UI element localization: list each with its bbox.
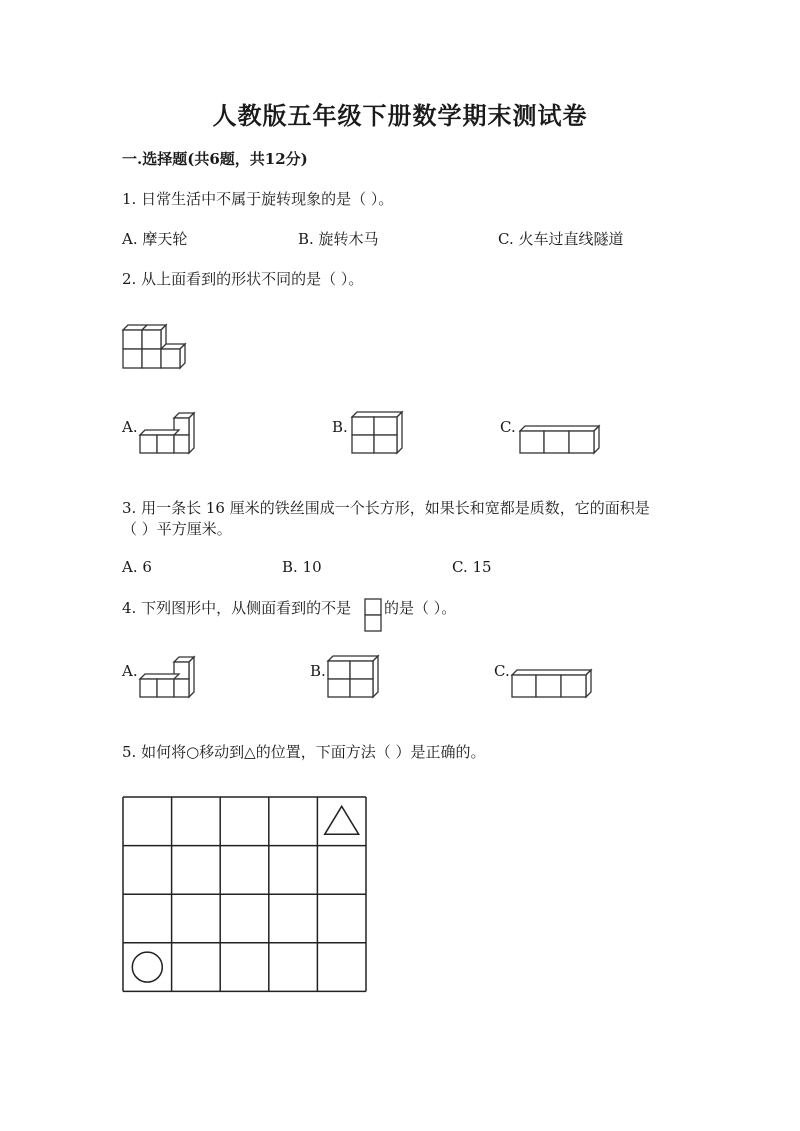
q5-movement-grid — [122, 796, 368, 993]
q4-option-c-cube-figure — [510, 668, 594, 700]
q1-option-a: A. 摩天轮 — [122, 230, 188, 248]
question-2-text: 2. 从上面看到的形状不同的是（ ）。 — [122, 270, 364, 288]
q1-option-b: B. 旋转木马 — [298, 230, 379, 248]
q4-option-a: A. — [122, 662, 138, 680]
q2-option-c: C. — [500, 418, 516, 436]
section-heading: 一.选择题(共6题，共12分) — [122, 150, 308, 168]
q3-option-c: C. 15 — [452, 558, 492, 576]
q2-main-cube-figure — [120, 322, 190, 372]
q4-option-a-cube-figure — [138, 655, 198, 699]
page-title: 人教版五年级下册数学期末测试卷 — [212, 101, 588, 130]
q4-option-b: B. — [310, 662, 326, 680]
question-4-text-after: 的是（ ）。 — [384, 599, 457, 617]
triangle-shape — [325, 806, 359, 834]
q3-option-a: A. 6 — [122, 558, 152, 576]
q4-inline-two-square-figure — [364, 598, 384, 634]
question-5-text: 5. 如何将○移动到△的位置，下面方法（ ）是正确的。 — [122, 743, 486, 761]
q4-option-c: C. — [494, 662, 510, 680]
question-1-text: 1. 日常生活中不属于旋转现象的是（ ）。 — [122, 190, 394, 208]
q3-option-b: B. 10 — [282, 558, 322, 576]
question-3-text-line2: （ ）平方厘米。 — [122, 520, 232, 538]
circle-shape — [132, 952, 162, 982]
q2-option-a-cube-figure — [138, 411, 198, 455]
q1-option-c: C. 火车过直线隧道 — [498, 230, 624, 248]
q2-option-c-cube-figure — [518, 424, 602, 456]
question-4-text-before: 4. 下列图形中，从侧面看到的不是 — [122, 599, 352, 617]
question-3-text-line1: 3. 用一条长 16 厘米的铁丝围成一个长方形，如果长和宽都是质数，它的面积是 — [122, 499, 650, 517]
q2-option-b-cube-figure — [350, 410, 406, 456]
q2-option-a: A. — [122, 418, 138, 436]
q4-option-b-cube-figure — [326, 654, 382, 700]
q2-option-b: B. — [332, 418, 348, 436]
